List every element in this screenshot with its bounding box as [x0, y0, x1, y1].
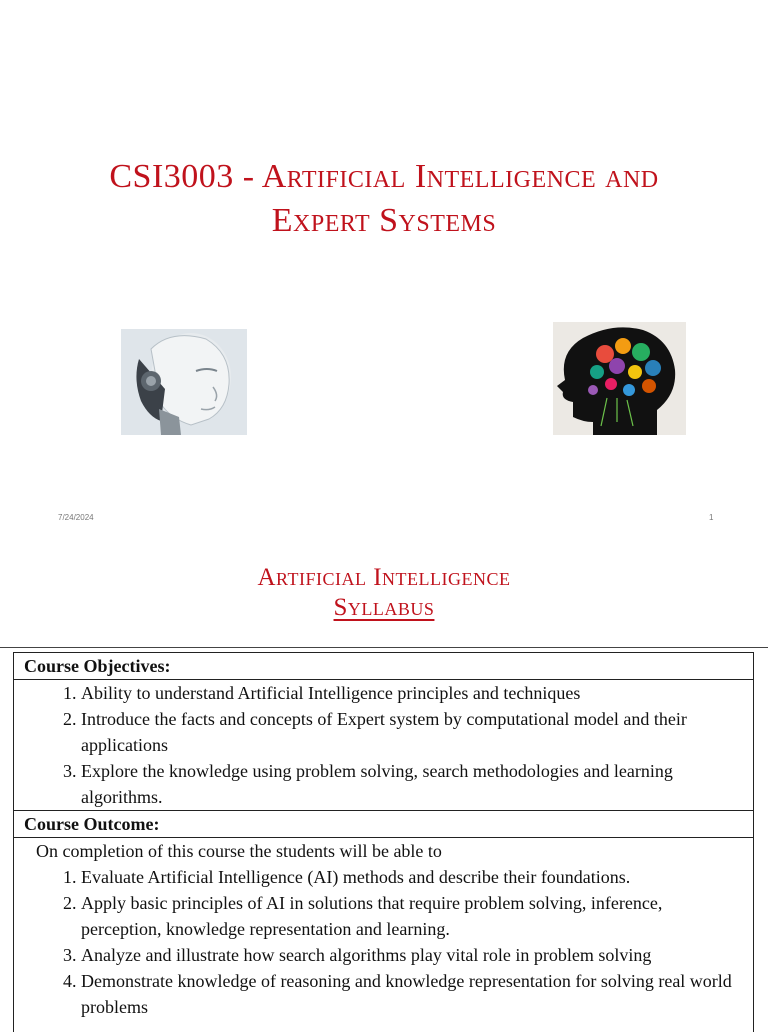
- syllabus-table: [13, 652, 754, 1032]
- brain-head-image: [553, 322, 686, 435]
- objective-item: 3. Explore the knowledge using problem solving, search methodologies and learning algorithms.: [81, 758, 745, 810]
- outcome-item: 2. Apply basic principles of AI in solutions that require problem solving, inference, perception, knowledge representation and learning.: [81, 890, 745, 942]
- outcome-heading: Course Outcome:: [14, 811, 753, 838]
- divider: [0, 647, 768, 648]
- objectives-section: [14, 680, 753, 811]
- syllabus-title: [0, 563, 768, 623]
- outcome-intro: On completion of this course the students will be able to: [36, 841, 442, 861]
- outcome-item: 1. Evaluate Artificial Intelligence (AI) methods and describe their foundations.: [81, 864, 745, 890]
- outcome-item: 3. Analyze and illustrate how search algorithms play vital role in problem solving: [81, 942, 745, 968]
- syllabus-title-line-2: Syllabus: [333, 594, 435, 621]
- objective-item: 2. Introduce the facts and concepts of Expert system by computational model and their applications: [81, 706, 745, 758]
- title-line-2: Expert Systems: [271, 202, 497, 239]
- slide-page-number: 1: [709, 513, 714, 522]
- slide-title: [0, 155, 768, 243]
- objectives-heading: Course Objectives:: [14, 653, 753, 680]
- title-line-1: CSI3003 - Artificial Intelligence and: [109, 158, 659, 195]
- objective-item: 1. Ability to understand Artificial Intelligence principles and techniques: [81, 680, 745, 706]
- syllabus-title-line-1: Artificial Intelligence: [257, 564, 511, 591]
- robot-head-image: [121, 329, 247, 435]
- outcome-item: 4. Demonstrate knowledge of reasoning and knowledge representation for solving real world problems: [81, 968, 745, 1020]
- slide-date: 7/24/2024: [58, 513, 94, 522]
- outcome-section: [14, 838, 753, 1020]
